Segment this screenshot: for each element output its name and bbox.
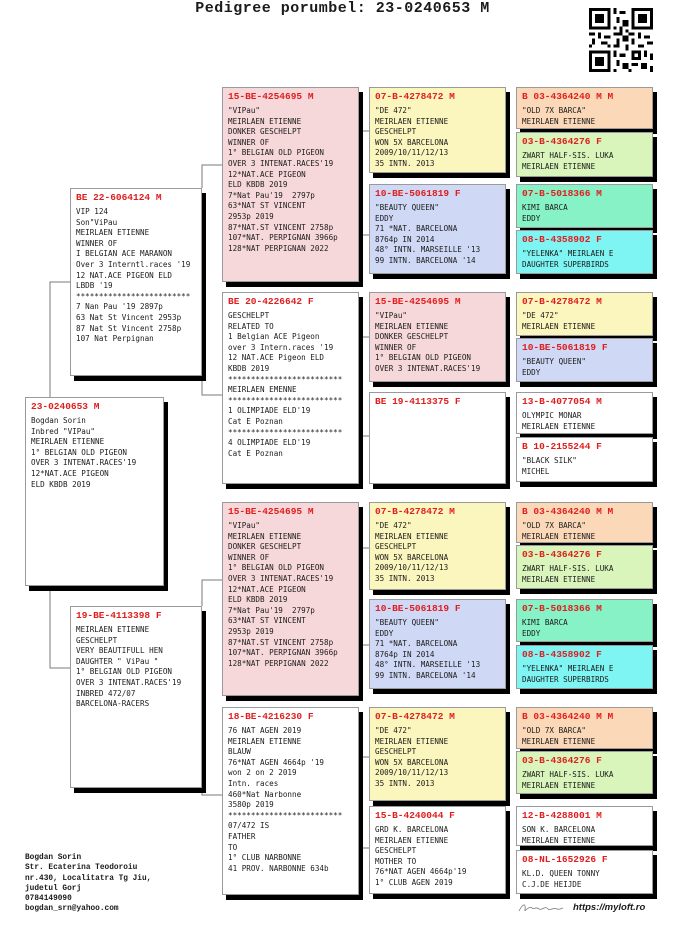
pigeon-card-mff[interactable] (369, 502, 506, 590)
pigeon-line: BARCELONA-RACERS (76, 699, 150, 709)
pigeon-id: 23-0240653 M (31, 401, 100, 412)
pigeon-line: WINNER OF (76, 238, 118, 248)
pigeon-line: "DE 472" (375, 521, 412, 530)
pigeon-line: 63*NAT ST VINCENT (228, 201, 306, 211)
pigeon-line: INBRED 472/07 (76, 688, 136, 698)
pigeon-line: 7*Nat Pau'19 2797p (228, 605, 315, 615)
pigeon-card-g5-2[interactable] (516, 132, 653, 177)
pigeon-card-mother[interactable] (70, 606, 202, 788)
pigeon-line: MEIRLAEN ETIENNE (522, 780, 596, 790)
pigeon-line: MEIRLAEN ETIENNE (375, 736, 449, 746)
pigeon-line: over 3 Intern.races '19 (228, 342, 334, 352)
pigeon-line: GESCHELPT (375, 747, 417, 757)
pigeon-line: KIMI BARCA (522, 618, 568, 627)
pigeon-line: WINNER OF (228, 137, 270, 147)
pigeon-line: KL.D. QUEEN TONNY (522, 869, 600, 878)
pigeon-line: MEIRLAEN ETIENNE (76, 228, 150, 238)
pigeon-line: Over 3 Interntl.races '19 (76, 259, 191, 269)
pigeon-line: MEIRLAEN ETIENNE (522, 321, 596, 331)
pigeon-id: 03-B-4364276 F (522, 755, 602, 766)
pigeon-line: ************************* (228, 374, 343, 384)
pigeon-line: MEIRLAEN ETIENNE (76, 625, 150, 634)
pigeon-line: DONKER GESCHELPT (375, 332, 449, 342)
pigeon-card-subject[interactable] (25, 397, 164, 586)
pigeon-line: 87 Nat St Vincent 2758p (76, 323, 182, 333)
pigeon-line: 1° BELGIAN OLD PIGEON (76, 667, 173, 677)
pigeon-card-g5-3[interactable] (516, 184, 653, 228)
pigeon-line: 63*NAT ST VINCENT (228, 616, 306, 626)
pigeon-id: BE 20-4226642 F (228, 296, 314, 307)
pigeon-card-mfm[interactable] (369, 599, 506, 689)
pigeon-line: 2953p 2019 (228, 211, 274, 221)
pigeon-line: "YELENKA" MEIRLAEN E (522, 249, 614, 258)
pigeon-line: MEIRLAEN ETIENNE (522, 161, 596, 171)
pigeon-line: "OLD 7X BARCA" (522, 106, 587, 115)
pigeon-line: 2009/10/11/12/13 (375, 563, 449, 573)
pigeon-line: EDDY (522, 367, 541, 377)
pigeon-card-mf[interactable] (222, 502, 359, 696)
pigeon-line: "VIPau" (228, 521, 261, 530)
pigeon-line: KIMI BARCA (522, 203, 568, 212)
pigeon-line: 1 Belgian ACE Pigeon (228, 332, 320, 342)
pigeon-line: MEIRLAEN ETIENNE (522, 574, 596, 584)
pigeon-line: DAUGHTER SUPERBIRDS (522, 674, 609, 684)
pigeon-line: VIP 124 (76, 207, 109, 216)
pigeon-line: DONKER GESCHELPT (228, 127, 302, 137)
pigeon-line: MEIRLAEN ETIENNE (375, 116, 449, 126)
pigeon-id: 15-BE-4254695 M (228, 506, 314, 517)
pigeon-line: 71 *NAT. BARCELONA (375, 639, 458, 649)
pigeon-line: MEIRLAEN ETIENNE (522, 531, 596, 541)
pigeon-card-mmm[interactable] (369, 806, 506, 894)
pigeon-line: MEIRLAEN ETIENNE (375, 321, 449, 331)
pigeon-line: 35 INTN. 2013 (375, 158, 435, 168)
pigeon-id: 07-B-4278472 M (375, 91, 455, 102)
pigeon-card-fmm[interactable] (369, 392, 506, 484)
pigeon-line: 1° CLUB AGEN 2019 (375, 877, 453, 887)
pigeon-line: "VIPau" (375, 311, 408, 320)
pigeon-line: GESCHELPT (76, 635, 118, 645)
pigeon-card-ffm[interactable] (369, 184, 506, 274)
owner-county: judetul Gorj (25, 884, 82, 893)
pigeon-id: 07-B-4278472 M (522, 296, 602, 307)
pigeon-card-father[interactable] (70, 188, 202, 376)
pigeon-line: 76 NAT AGEN 2019 (228, 726, 302, 735)
pigeon-line: DONKER GESCHELPT (228, 542, 302, 552)
pigeon-line: 3580p 2019 (228, 800, 274, 810)
pigeon-card-g5-8[interactable] (516, 437, 653, 482)
pigeon-id: 10-BE-5061819 F (375, 188, 461, 199)
pigeon-line: KBDB 2019 (228, 363, 270, 373)
pigeon-line: 1° BELGIAN OLD PIGEON (31, 447, 128, 457)
pigeon-line: FATHER (228, 831, 256, 841)
website-link[interactable]: https://myloft.ro (573, 902, 646, 913)
pigeon-line: EDDY (522, 628, 541, 638)
pigeon-line: "VIPau" (228, 106, 261, 115)
pigeon-line: 76*NAT AGEN 4664p '19 (228, 757, 325, 767)
pigeon-card-g5-11[interactable] (516, 599, 653, 642)
pigeon-line: "OLD 7X BARCA" (522, 726, 587, 735)
pigeon-line: ************************* (228, 427, 343, 437)
pigeon-line: 128*NAT PERPIGNAN 2022 (228, 658, 329, 668)
pigeon-id: 07-B-5018366 M (522, 603, 602, 614)
pigeon-line: 07/472 IS (228, 821, 270, 831)
pigeon-card-fff[interactable] (369, 87, 506, 173)
pigeon-line: Inbred "VIPau" (31, 426, 96, 436)
pigeon-id: 08-NL-1652926 F (522, 854, 608, 865)
pigeon-line: 107*NAT. PERPIGNAN 3966p (228, 233, 338, 243)
pigeon-line: GESCHELPT (228, 311, 270, 320)
pigeon-line: ELD KBDB 2019 (31, 479, 91, 489)
pigeon-line: SON K. BARCELONA (522, 825, 596, 834)
pigeon-line: ZWART HALF-SIS. LUKA (522, 151, 614, 160)
pigeon-id: 10-BE-5061819 F (375, 603, 461, 614)
pigeon-line: WON 5X BARCELONA (375, 137, 449, 147)
pigeon-line: 63 Nat St Vincent 2953p (76, 312, 182, 322)
pigeon-line: ELD KBDB 2019 (228, 595, 288, 605)
pigeon-line: Intn. races (228, 778, 279, 788)
pigeon-id: BE 19-4113375 F (375, 396, 461, 407)
owner-email[interactable]: bogdan_srn@yahoo.com (25, 905, 119, 914)
pigeon-line: MEIRLAEN EMENNE (228, 385, 297, 395)
pigeon-line: GESCHELPT (375, 542, 417, 552)
pigeon-line: ************************* (228, 395, 343, 405)
pigeon-line: 7 Nan Pau '19 2897p (76, 302, 163, 312)
pigeon-card-g5-10[interactable] (516, 545, 653, 589)
pigeon-line: 1° BELGIAN OLD PIGEON (375, 353, 472, 363)
pigeon-line: OVER 3 INTENAT.RACES'19 (228, 573, 334, 583)
pigeon-line: WINNER OF (375, 342, 417, 352)
pigeon-line: WINNER OF (228, 552, 270, 562)
pigeon-id: B 03-4364240 M M (522, 91, 614, 102)
signature-icon (517, 901, 565, 915)
page-title: Pedigree porumbel: 23-0240653 M (195, 0, 490, 17)
pigeon-id: 08-B-4358902 F (522, 649, 602, 660)
pigeon-line: 41 PROV. NARBONNE 634b (228, 863, 329, 873)
pigeon-card-g5-5[interactable] (516, 292, 653, 336)
pigeon-line: 99 INTN. BARCELONA '14 (375, 255, 476, 265)
pigeon-line: RELATED TO (228, 321, 274, 331)
pigeon-line: GESCHELPT (375, 127, 417, 137)
pigeon-line: 1 OLIMPIADE ELD'19 (228, 406, 311, 416)
owner-street: Str. Ecaterina Teodoroiu (25, 864, 138, 873)
pigeon-line: 87*NAT.ST VINCENT 2758p (228, 637, 334, 647)
pigeon-line: 87*NAT.ST VINCENT 2758p (228, 222, 334, 232)
pigeon-id: 18-BE-4216230 F (228, 711, 314, 722)
pigeon-line: MEIRLAEN ETIENNE (228, 116, 302, 126)
pigeon-line: Cat E Poznan (228, 416, 283, 426)
pigeon-card-mm[interactable] (222, 707, 359, 895)
pigeon-id: 15-BE-4254695 M (228, 91, 314, 102)
pigeon-line: 2953p 2019 (228, 626, 274, 636)
pigeon-line: VERY BEAUTIFULL HEN (76, 646, 163, 656)
pigeon-id: 15-BE-4254695 M (375, 296, 461, 307)
pigeon-line: BLAUW (228, 747, 251, 757)
pigeon-card-mmf[interactable] (369, 707, 506, 801)
pigeon-line: WON 5X BARCELONA (375, 757, 449, 767)
pigeon-line: Bogdan Sorin (31, 416, 86, 425)
pigeon-line: 8764p IN 2014 (375, 234, 435, 244)
pigeon-line: GESCHELPT (375, 846, 417, 856)
pigeon-line: MEIRLAEN ETIENNE (522, 421, 596, 431)
pigeon-line: 1° BELGIAN OLD PIGEON (228, 563, 325, 573)
pigeon-line: 460*Nat Narbonne (228, 789, 302, 799)
pigeon-id: 19-BE-4113398 F (76, 610, 162, 621)
pigeon-id: 13-B-4077054 M (522, 396, 602, 407)
pigeon-line: MEIRLAEN ETIENNE (375, 531, 449, 541)
pigeon-line: Cat E Poznan (228, 448, 283, 458)
pigeon-card-ff[interactable] (222, 87, 359, 282)
pigeon-line: 107*NAT. PERPIGNAN 3966p (228, 648, 338, 658)
pigeon-card-g5-12[interactable] (516, 645, 653, 689)
pigeon-line: 12*NAT.ACE PIGEON (228, 169, 306, 179)
pigeon-line: 12 NAT.ACE Pigeon ELD (228, 353, 325, 363)
pigeon-line: 2009/10/11/12/13 (375, 148, 449, 158)
owner-address: nr.430, Localitatra Tg Jiu, (25, 874, 152, 883)
pigeon-id: B 03-4364240 M M (522, 506, 614, 517)
pigeon-line: ELD KBDB 2019 (228, 180, 288, 190)
pigeon-line: LBDB '19 (76, 281, 113, 291)
owner-phone: 0784149090 (25, 895, 72, 904)
pigeon-line: ************************* (76, 291, 191, 301)
pigeon-line: TO (228, 842, 238, 852)
pigeon-line: "DE 472" (375, 726, 412, 735)
pigeon-line: GRD K. BARCELONA (375, 825, 449, 834)
pigeon-line: MEIRLAEN ETIENNE (522, 736, 596, 746)
pigeon-id: 08-B-4358902 F (522, 234, 602, 245)
pigeon-line: 107 Nat Perpignan (76, 334, 154, 344)
pigeon-card-g5-16[interactable] (516, 850, 653, 894)
pigeon-line: 71 *NAT. BARCELONA (375, 224, 458, 234)
pigeon-line: "BLACK SILK" (522, 456, 577, 465)
pigeon-line: "DE 472" (522, 311, 559, 320)
pigeon-id: BE 22-6064124 M (76, 192, 162, 203)
pigeon-id: B 10-2155244 F (522, 441, 602, 452)
pigeon-card-g5-1[interactable] (516, 87, 653, 129)
pigeon-line: OLYMPIC MONAR (522, 411, 582, 420)
pigeon-line: OVER 3 INTENAT.RACES'19 (228, 158, 334, 168)
pigeon-line: 48° INTN. MARSEILLE '13 (375, 245, 481, 255)
pigeon-line: OVER 3 INTENAT.RACES'19 (76, 677, 182, 687)
pigeon-line: won 2 on 2 2019 (228, 768, 297, 778)
pigeon-line: "OLD 7X BARCA" (522, 521, 587, 530)
pigeon-line: OVER 3 INTENAT.RACES'19 (31, 458, 137, 468)
pigeon-line: WON 5X BARCELONA (375, 552, 449, 562)
pigeon-line: DAUGHTER SUPERBIRDS (522, 259, 609, 269)
pigeon-line: "BEAUTY QUEEN" (375, 618, 440, 627)
pigeon-line: DAUGHTER " ViPau " (76, 656, 159, 666)
pigeon-id: 03-B-4364276 F (522, 549, 602, 560)
pigeon-line: OVER 3 INTENAT.RACES'19 (375, 363, 481, 373)
pigeon-line: "BEAUTY QUEEN" (522, 357, 587, 366)
pigeon-line: ZWART HALF-SIS. LUKA (522, 770, 614, 779)
pigeon-card-fmf[interactable] (369, 292, 506, 382)
pigeon-line: Son"ViPau (76, 217, 118, 227)
owner-contact (25, 853, 151, 915)
pigeon-card-g5-15[interactable] (516, 806, 653, 846)
pigeon-id: 07-B-4278472 M (375, 506, 455, 517)
pigeon-line: ZWART HALF-SIS. LUKA (522, 564, 614, 573)
pigeon-line: MEIRLAEN ETIENNE (228, 531, 302, 541)
pigeon-id: 07-B-5018366 M (522, 188, 602, 199)
pigeon-line: 1° CLUB NARBONNE (228, 853, 302, 863)
pigeon-line: I BELGIAN ACE MARANON (76, 249, 173, 259)
pigeon-line: 12*NAT.ACE PIGEON (228, 584, 306, 594)
pigeon-line: 12 NAT.ACE PIGEON ELD (76, 270, 173, 280)
pigeon-line: 1° BELGIAN OLD PIGEON (228, 148, 325, 158)
pigeon-line: 35 INTN. 2013 (375, 573, 435, 583)
pigeon-line: 35 INTN. 2013 (375, 778, 435, 788)
pigeon-card-g5-4[interactable] (516, 230, 653, 274)
pigeon-card-fm[interactable] (222, 292, 359, 484)
pigeon-card-g5-13[interactable] (516, 707, 653, 749)
owner-name: Bogdan Sorin (25, 854, 82, 862)
pigeon-line: ************************* (228, 810, 343, 820)
pigeon-line: MOTHER TO (375, 856, 417, 866)
pigeon-line: 4 OLIMPIADE ELD'19 (228, 438, 311, 448)
pigeon-line: MEIRLAEN ETIENNE (228, 736, 302, 746)
pigeon-line: MEIRLAEN ETIENNE (31, 437, 105, 447)
pigeon-line: C.J.DE HEIJDE (522, 879, 582, 889)
pigeon-id: 03-B-4364276 F (522, 136, 602, 147)
pigeon-id: 10-BE-5061819 F (522, 342, 608, 353)
pigeon-card-g5-14[interactable] (516, 751, 653, 794)
pigeon-line: MEIRLAEN ETIENNE (522, 835, 596, 845)
pigeon-id: B 03-4364240 M M (522, 711, 614, 722)
pigeon-line: MEIRLAEN ETIENNE (375, 835, 449, 845)
pigeon-line: 48° INTN. MARSEILLE '13 (375, 660, 481, 670)
pigeon-line: EDDY (375, 628, 394, 638)
pigeon-line: "DE 472" (375, 106, 412, 115)
pigeon-line: EDDY (522, 213, 541, 223)
pigeon-id: 07-B-4278472 M (375, 711, 455, 722)
pigeon-id: 15-B-4240044 F (375, 810, 455, 821)
pigeon-line: 8764p IN 2014 (375, 649, 435, 659)
pigeon-line: EDDY (375, 213, 394, 223)
pigeon-line: 76*NAT AGEN 4664p'19 (375, 867, 467, 877)
pigeon-card-g5-9[interactable] (516, 502, 653, 543)
pigeon-line: 12*NAT.ACE PIGEON (31, 468, 109, 478)
pigeon-card-g5-7[interactable] (516, 392, 653, 434)
pigeon-line: 2009/10/11/12/13 (375, 768, 449, 778)
pigeon-line: MEIRLAEN ETIENNE (522, 116, 596, 126)
pigeon-line: 128*NAT PERPIGNAN 2022 (228, 243, 329, 253)
pigeon-line: 99 INTN. BARCELONA '14 (375, 670, 476, 680)
pigeon-line: MICHEL (522, 466, 550, 476)
pigeon-id: 12-B-4288001 M (522, 810, 602, 821)
pigeon-line: 7*Nat Pau'19 2797p (228, 190, 315, 200)
pigeon-line: "YELENKA" MEIRLAEN E (522, 664, 614, 673)
pigeon-card-g5-6[interactable] (516, 338, 653, 382)
pigeon-line: "BEAUTY QUEEN" (375, 203, 440, 212)
